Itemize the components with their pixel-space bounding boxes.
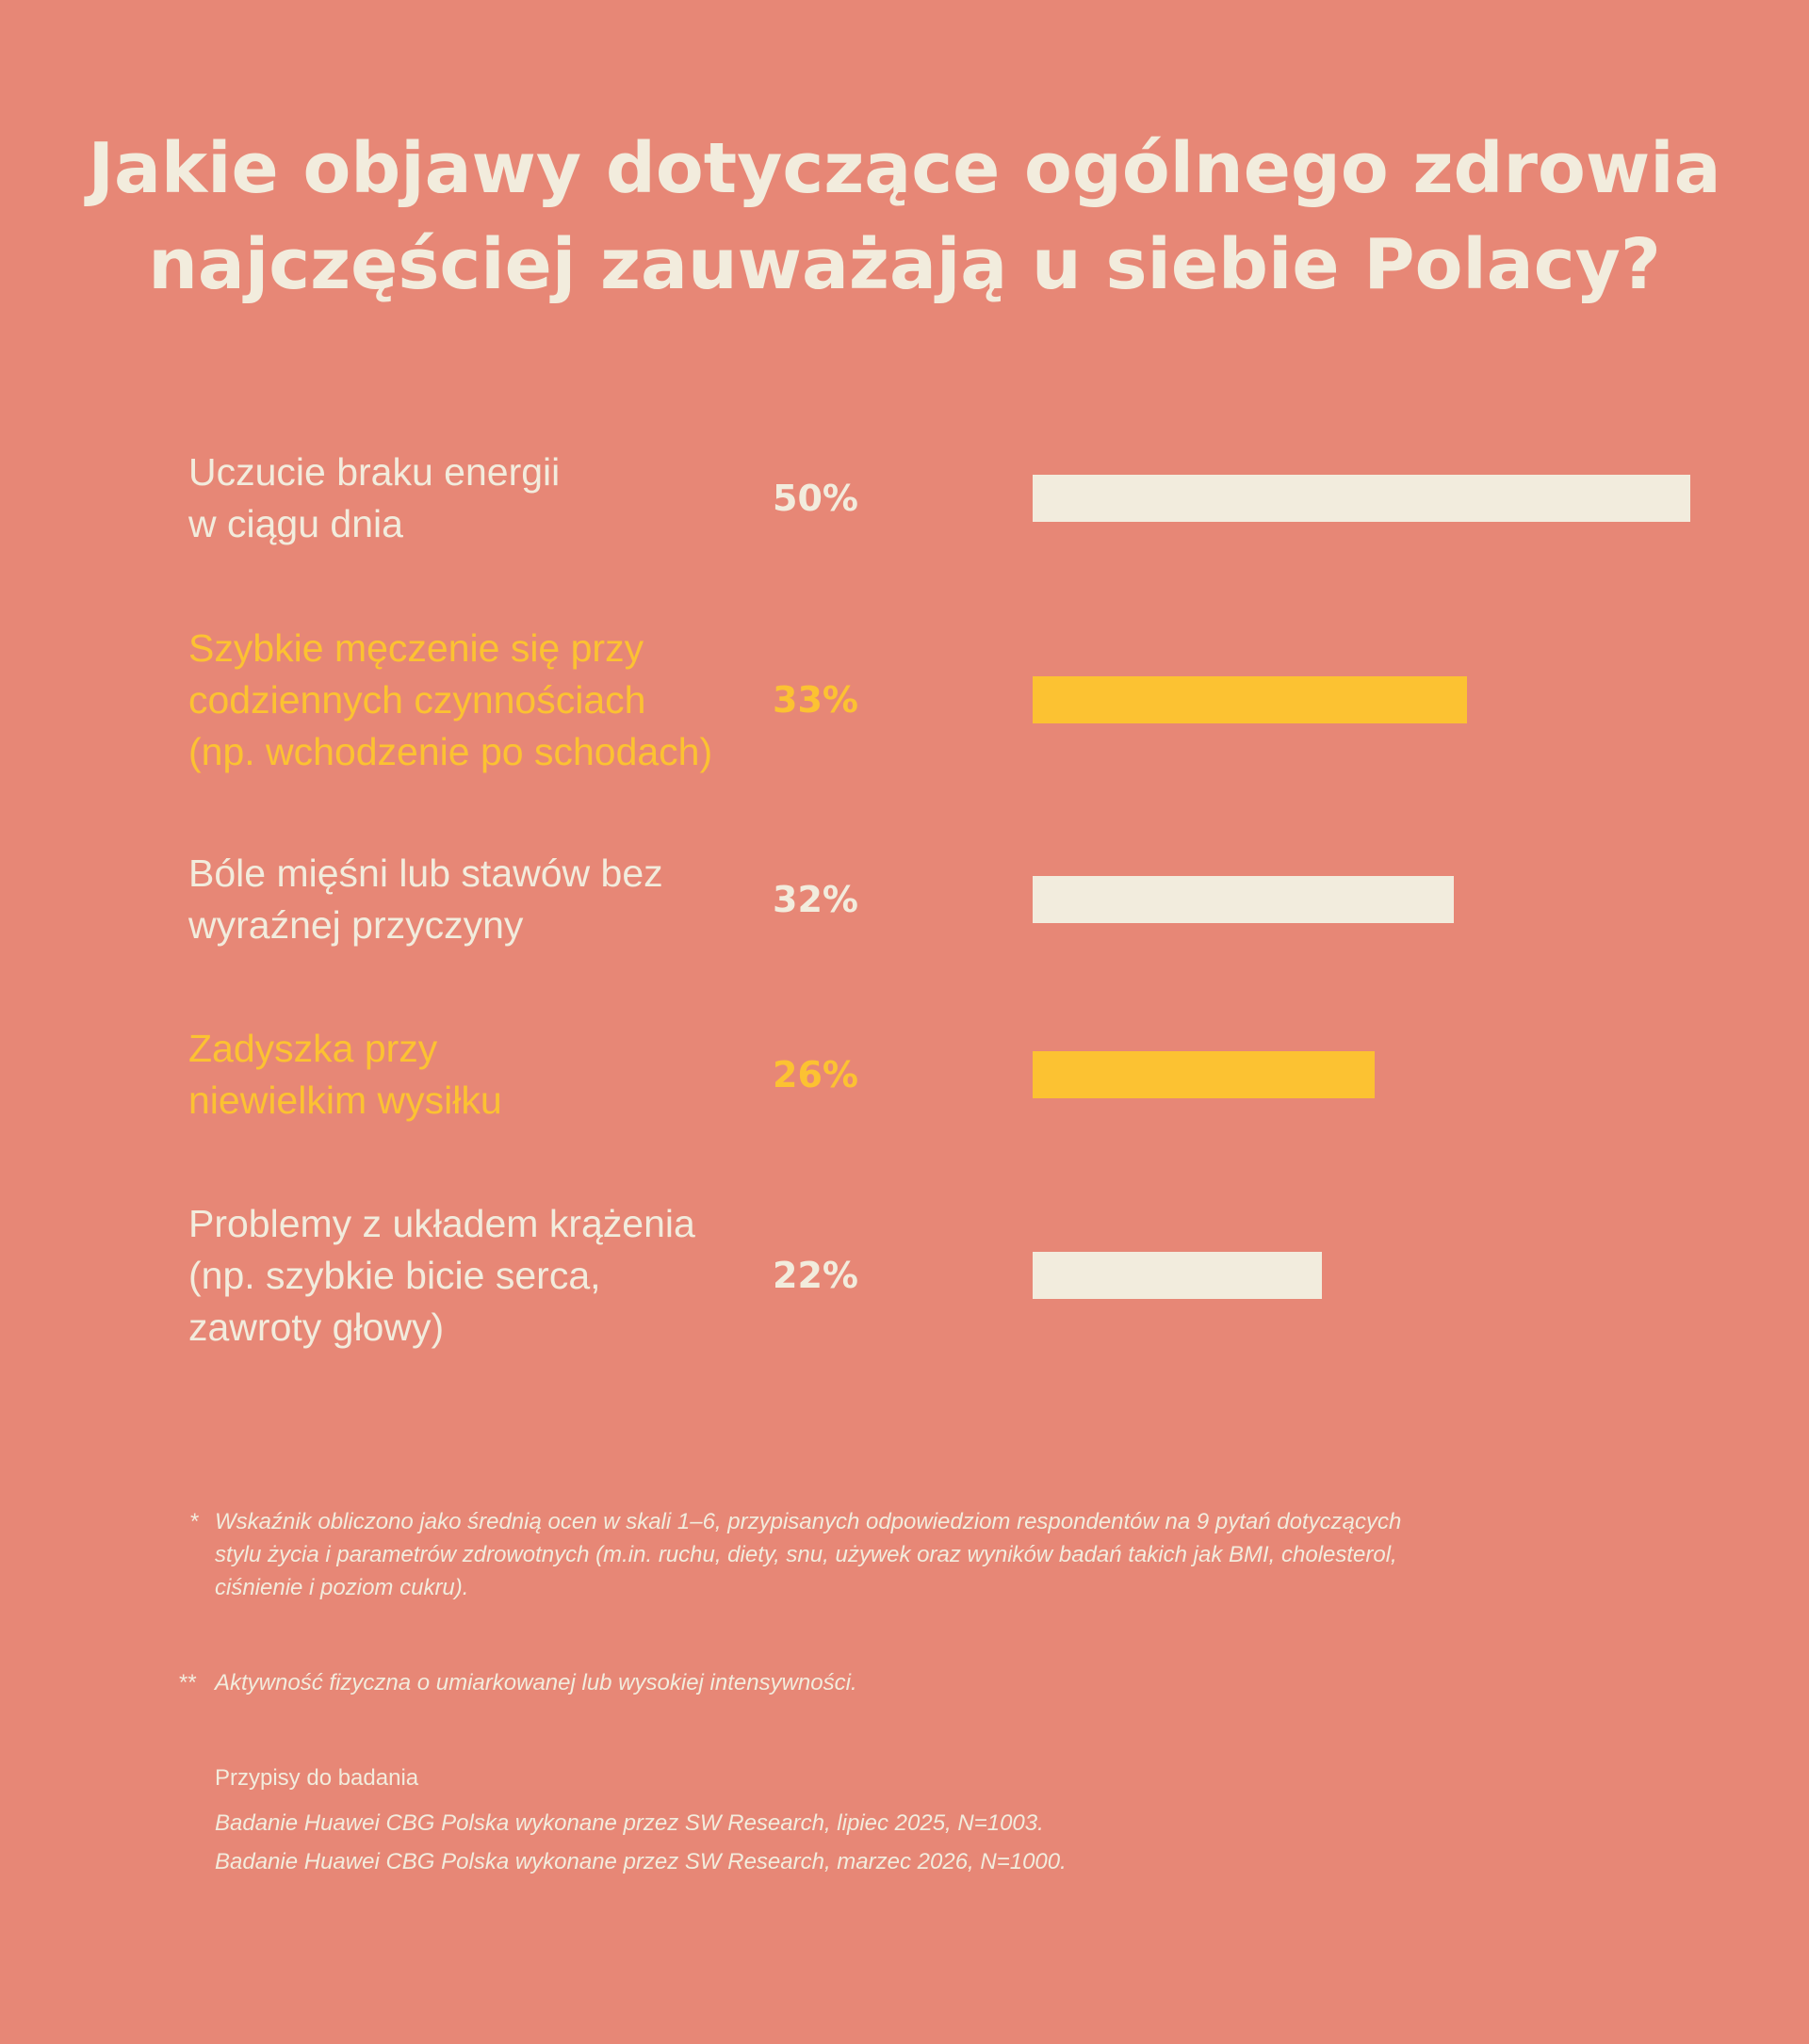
value-label: 26% (773, 1054, 858, 1095)
footnote-line: Wskaźnik obliczono jako średnią ocen w skali 1–6, przypisanych odpowiedziom respondentów na 9 pytań dotyczących (215, 1509, 1402, 1534)
footnote-text (215, 1505, 1401, 1604)
category-label (188, 623, 773, 778)
bar (1033, 1051, 1375, 1098)
footnote-line: Aktywność fizyczna o umiarkowanej lub wysokiej intensywności. (215, 1670, 857, 1695)
category-label (188, 1198, 773, 1354)
chart-title-line-2: najczęściej zauważają u siebie Polacy? (148, 224, 1661, 305)
footnote-marker: ** (179, 1670, 197, 1695)
source-line-1: Badanie Huawei CBG Polska wykonane przez SW Research, lipiec 2025, N=1003. (215, 1810, 1044, 1836)
bar (1033, 475, 1690, 522)
category-label-line: niewielkim wysiłku (188, 1079, 502, 1122)
category-label (188, 848, 773, 951)
category-label-line: (np. wchodzenie po schodach) (188, 729, 713, 773)
value-label: 32% (773, 879, 858, 920)
value-label: 50% (773, 478, 858, 519)
footnote-line: stylu życia i parametrów zdrowotnych (m.in. ruchu, diety, snu, używek oraz wyników badań takich jak BMI, cholesterol, (215, 1542, 1397, 1567)
category-label-line: Uczucie braku energii (188, 450, 561, 494)
bar (1033, 1252, 1322, 1299)
category-label (188, 446, 773, 550)
footnote-text (215, 1666, 857, 1699)
footnote-marker: * (190, 1509, 200, 1534)
value-label: 22% (773, 1255, 858, 1296)
sources-title: Przypisy do badania (215, 1765, 419, 1791)
category-label-line: Szybkie męczenie się przy (188, 625, 644, 670)
category-label-line: Problemy z układem krążenia (188, 1201, 695, 1245)
category-label-line: (np. szybkie bicie serca, (188, 1253, 601, 1297)
value-label: 33% (773, 679, 858, 721)
chart-title-line-1: Jakie objawy dotyczące ogólnego zdrowia (88, 128, 1721, 209)
category-label-line: zawroty głowy) (188, 1305, 445, 1349)
bar (1033, 676, 1467, 723)
category-label-line: codziennych czynnościach (188, 677, 646, 722)
category-label-line: Zadyszka przy (188, 1027, 438, 1070)
source-line-2: Badanie Huawei CBG Polska wykonane przez SW Research, marzec 2026, N=1000. (215, 1849, 1067, 1874)
footnote-line: ciśnienie i poziom cukru). (215, 1575, 469, 1600)
category-label-line: w ciągu dnia (188, 502, 403, 545)
category-label (188, 1023, 773, 1127)
bar (1033, 876, 1454, 923)
category-label-line: Bóle mięśni lub stawów bez (188, 852, 663, 895)
category-label-line: wyraźnej przyczyny (188, 903, 524, 947)
